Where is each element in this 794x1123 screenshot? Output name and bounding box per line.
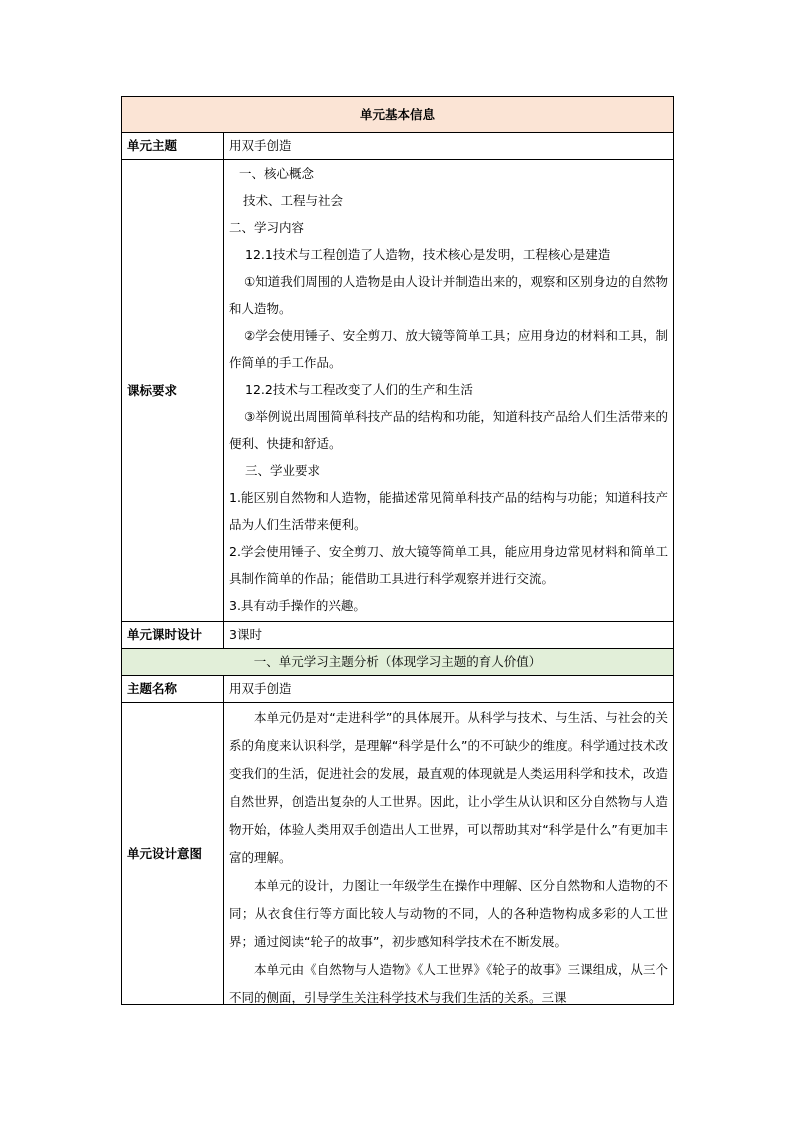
unit-theme-row <box>122 133 674 160</box>
unit-theme-value: 用双手创造 <box>224 133 674 160</box>
unit-hours-value: 3课时 <box>224 622 674 649</box>
unit-info-table <box>121 96 674 1005</box>
curriculum-line: 3.具有动手操作的兴趣。 <box>229 598 366 613</box>
curriculum-line: 1.能区别自然物和人造物，能描述常见简单科技产品的结构与功能；知道科技产品为人们生活带来便利。 <box>229 490 668 532</box>
theme-name-value: 用双手创造 <box>224 676 674 703</box>
intent-paragraph: 本单元的设计，力图让一年级学生在操作中理解、区分自然物和人造物的不同；从衣食住行等方面比较人与动物的不同，人的各种造物构成多彩的人工世界；通过阅读“轮子的故事”，初步感知科学技术在不断发展。 <box>229 878 668 949</box>
unit-hours-label: 单元课时设计 <box>122 622 224 649</box>
curriculum-line: 2.学会使用锤子、安全剪刀、放大镜等简单工具，能应用身边常见材料和简单工具制作简单的作品；能借助工具进行科学观察并进行交流。 <box>229 544 668 586</box>
section-heading: 一、单元学习主题分析（体现学习主题的育人价值） <box>122 649 674 676</box>
intent-paragraph: 本单元仍是对“走进科学”的具体展开。从科学与技术、与生活、与社会的关系的角度来认识科学，是理解“科学是什么”的不可缺少的维度。科学通过技术改变我们的生活，促进社会的发展，最直观的体现就是人类运用科学和技术，改造自然世界，创造出复杂的人工世界。因此，让小学生从认识和区分自然物与人造物开始，体验人类用双手创造出人工世界，可以帮助其对“科学是什么”有更加丰富的理解。 <box>229 710 668 865</box>
curriculum-line: 12.1技术与工程创造了人造物，技术核心是发明，工程核心是建造 <box>245 247 611 262</box>
design-intent-clip <box>229 703 668 1004</box>
curriculum-line: 三、学业要求 <box>245 463 321 478</box>
curriculum-line: ③举例说出周围简单科技产品的结构和功能，知道科技产品给人们生活带来的便利、快捷和舒适。 <box>229 409 668 451</box>
table-title: 单元基本信息 <box>122 97 674 133</box>
curriculum-line: ①知道我们周围的人造物是由人设计并制造出来的，观察和区别身边的自然物和人造物。 <box>229 274 668 316</box>
curriculum-line: 一、核心概念 <box>239 166 315 181</box>
intent-paragraph: 本单元由《自然物与人造物》《人工世界》《轮子的故事》三课组成，从三个不同的侧面，引导学生关注科学技术与我们生活的关系。三课 <box>229 962 668 1004</box>
curriculum-content <box>224 160 674 622</box>
curriculum-line: 二、学习内容 <box>229 220 305 235</box>
design-intent-content <box>224 703 674 1005</box>
curriculum-label: 课标要求 <box>122 160 224 622</box>
design-intent-label: 单元设计意图 <box>122 703 224 1005</box>
unit-hours-row <box>122 622 674 649</box>
table-title-row <box>122 97 674 133</box>
design-intent-row <box>122 703 674 1005</box>
theme-name-row <box>122 676 674 703</box>
curriculum-line: 技术、工程与社会 <box>243 193 344 208</box>
theme-name-label: 主题名称 <box>122 676 224 703</box>
section-heading-row <box>122 649 674 676</box>
curriculum-line: ②学会使用锤子、安全剪刀、放大镜等简单工具；应用身边的材料和工具，制作简单的手工作品。 <box>229 328 668 370</box>
unit-theme-label: 单元主题 <box>122 133 224 160</box>
curriculum-row <box>122 160 674 622</box>
curriculum-line: 12.2技术与工程改变了人们的生产和生活 <box>245 382 473 397</box>
